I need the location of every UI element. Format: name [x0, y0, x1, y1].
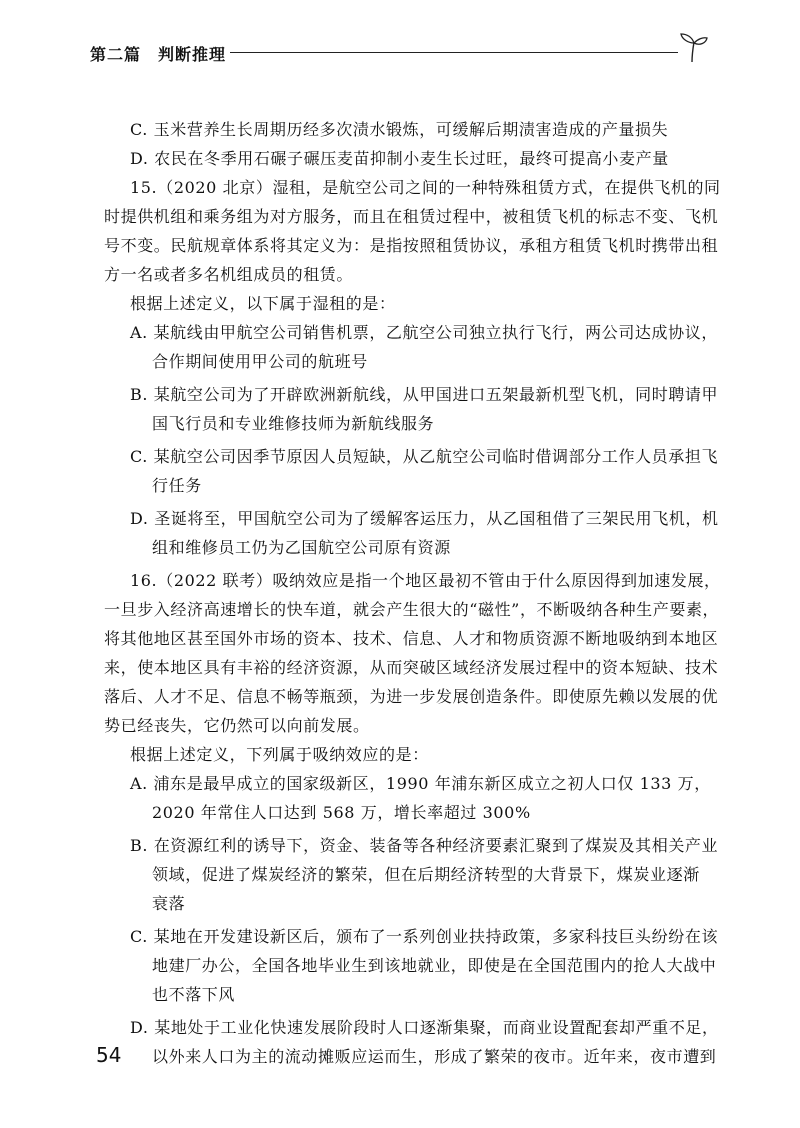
- text-line: A. 某航线由甲航空公司销售机票，乙航空公司独立执行飞行，两公司达成协议，: [130, 323, 718, 342]
- text-line: C. 某地在开发建设新区后，颁布了一系列创业扶持政策，多家科技巨头纷纷在该: [130, 927, 719, 946]
- page-body: [104, 115, 721, 1071]
- text-line: 地建厂办公，全国各地毕业生到该地就业，即使是在全国范围内的抢人大战中: [152, 956, 717, 975]
- text-line: 一旦步入经济高速增长的快车道，就会产生很大的“磁性”，不断吸纳各种生产要素，: [104, 600, 720, 619]
- text-line: 根据上述定义，下列属于吸纳效应的是：: [130, 745, 429, 764]
- text-line: B. 某航空公司为了开辟欧洲新航线，从甲国进口五架最新机型飞机，同时聘请甲: [130, 385, 719, 404]
- page-header: [90, 30, 710, 70]
- text-line: 领域，促进了煤炭经济的繁荣，但在后期经济转型的大背景下，煤炭业逐渐: [152, 865, 700, 884]
- text-line: 根据上述定义，以下属于湿租的是：: [130, 294, 396, 313]
- text-line: D. 某地处于工业化快速发展阶段时人口逐渐集聚，而商业设置配套却严重不足，: [130, 1018, 719, 1037]
- text-line: D. 圣诞将至，甲国航空公司为了缓解客运压力，从乙国租借了三架民用飞机，机: [130, 509, 719, 528]
- text-line: A. 浦东是最早成立的国家级新区，1990 年浦东新区成立之初人口仅 133 万，: [130, 774, 711, 793]
- text-line: 行任务: [152, 476, 202, 495]
- text-line: 2020 年常住人口达到 568 万，增长率超过 300%: [152, 803, 531, 822]
- text-line: 以外来人口为主的流动摊贩应运而生，形成了繁荣的夜市。近年来，夜市遭到: [152, 1047, 717, 1066]
- text-line: 将其他地区甚至国外市场的资本、技术、信息、人才和物质资源不断地吸纳到本地区: [104, 629, 719, 648]
- text-line: C. 玉米营养生长周期历经多次渍水锻炼，可缓解后期渍害造成的产量损失: [130, 120, 669, 139]
- text-line: 15.（2020 北京）湿租，是航空公司之间的一种特殊租赁方式，在提供飞机的同: [130, 178, 721, 197]
- page-number: 54: [96, 1043, 122, 1067]
- sprout-icon: [676, 30, 710, 64]
- text-line: C. 某航空公司因季节原因人员短缺，从乙航空公司临时借调部分工作人员承担飞: [130, 447, 719, 466]
- text-line: 组和维修员工仍为乙国航空公司原有资源: [152, 538, 451, 557]
- text-line: 势已经丧失，它仍然可以向前发展。: [104, 716, 370, 735]
- text-line: 衰落: [152, 894, 186, 913]
- text-line: B. 在资源红利的诱导下，资金、装备等各种经济要素汇聚到了煤炭及其相关产业: [130, 836, 719, 855]
- text-line: 16.（2022 联考）吸纳效应是指一个地区最初不管由于什么原因得到加速发展，: [130, 571, 721, 590]
- text-line: 时提供机组和乘务组为对方服务，而且在租赁过程中，被租赁飞机的标志不变、飞机: [104, 207, 719, 226]
- text-line: 也不落下风: [152, 985, 236, 1004]
- text-line: 来，使本地区具有丰裕的经济资源，从而突破区域经济发展过程中的资本短缺、技术: [104, 658, 719, 677]
- text-line: 落后、人才不足、信息不畅等瓶颈，为进一步发展创造条件。即使原先赖以发展的优: [104, 687, 719, 706]
- text-line: 合作期间使用甲公司的航班号: [152, 352, 368, 371]
- text-line: D. 农民在冬季用石碾子碾压麦苗抑制小麦生长过旺，最终可提高小麦产量: [130, 149, 669, 168]
- header-rule: [230, 52, 678, 53]
- text-line: 号不变。民航规章体系将其定义为：是指按照租赁协议，承租方租赁飞机时携带出租: [104, 236, 719, 255]
- text-line: 方一名或者多名机组成员的租赁。: [104, 265, 354, 284]
- text-line: 国飞行员和专业维修技师为新航线服务: [152, 414, 435, 433]
- running-head: 第二篇 判断推理: [90, 45, 227, 64]
